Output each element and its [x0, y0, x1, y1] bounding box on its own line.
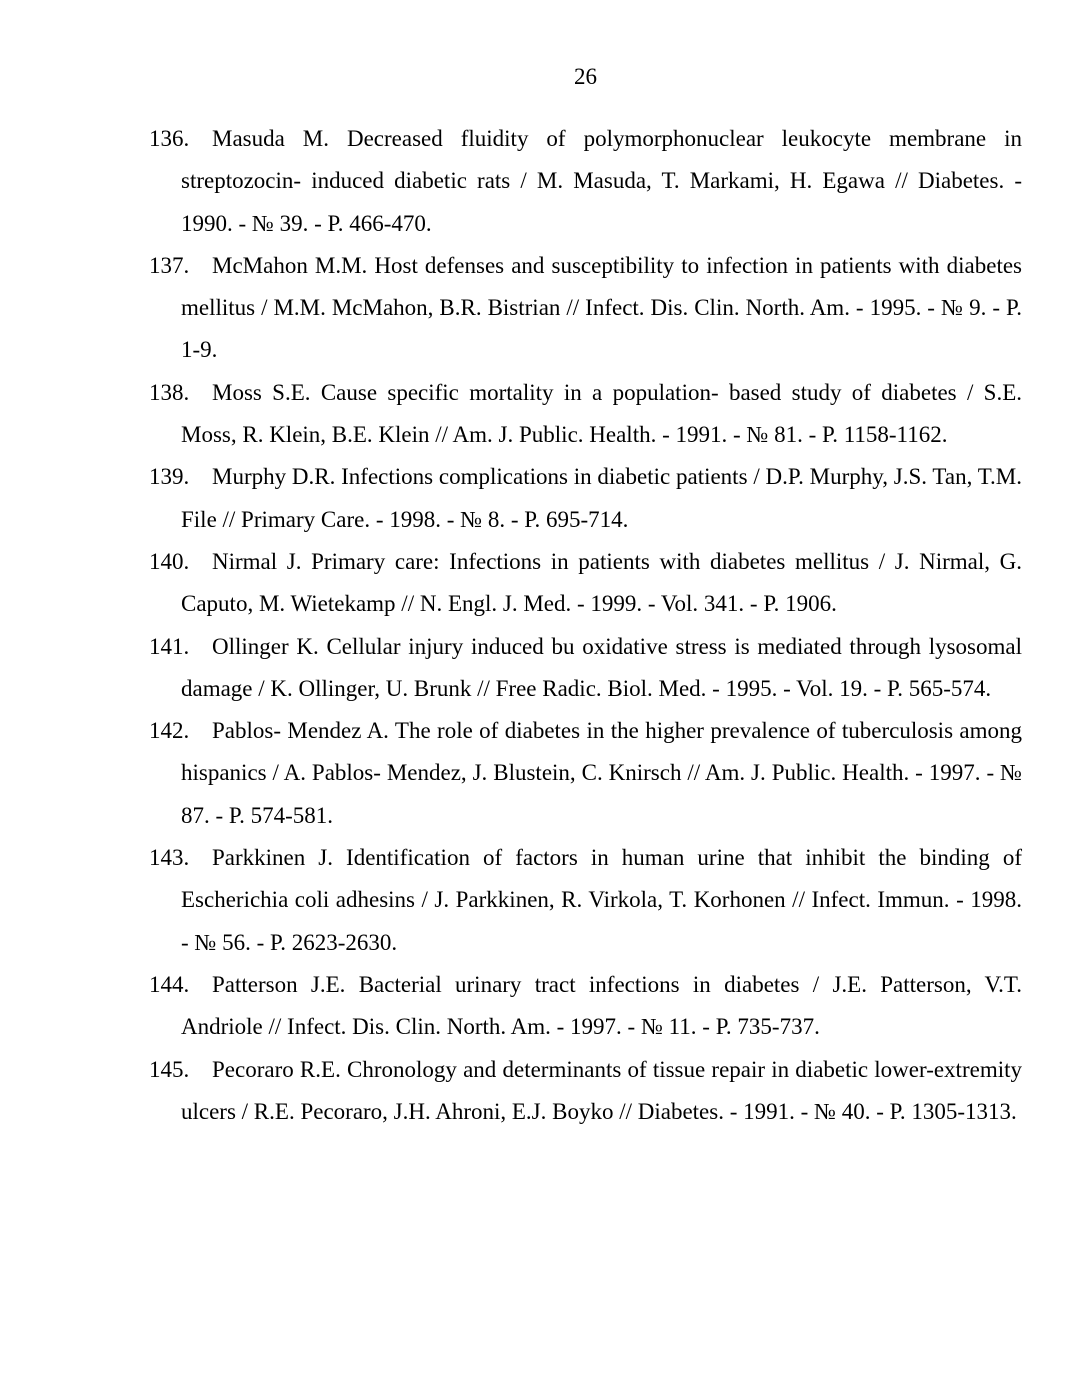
reference-text: Moss S.E. Cause specific mortality in a population- based study of diabetes / S.E. Moss, R. Klein, B.E. Klein // Am. J. Public. Health. - 1991. - № 81. - P. 1158-1162.	[181, 379, 1022, 448]
reference-item	[149, 372, 1022, 457]
reference-item	[149, 541, 1022, 626]
reference-item	[149, 710, 1022, 837]
reference-item	[149, 837, 1022, 964]
reference-number: 139.	[149, 464, 190, 490]
reference-number: 142.	[149, 718, 190, 744]
reference-text: Masuda M. Decreased fluidity of polymorphonuclear leukocyte membrane in streptozocin- induced diabetic rats / M. Masuda, T. Markami, H. Egawa // Diabetes. - 1990. - № 39. - P. 466-470.	[181, 126, 1022, 236]
reference-text: Patterson J.E. Bacterial urinary tract infections in diabetes / J.E. Patterson, V.T. Andriole // Infect. Dis. Clin. North. Am. - 1997. - № 11. - P. 735-737.	[181, 971, 1022, 1040]
reference-number: 145.	[149, 1056, 190, 1082]
reference-item	[149, 964, 1022, 1049]
reference-number: 141.	[149, 633, 190, 659]
reference-number: 140.	[149, 548, 190, 574]
reference-list	[149, 118, 1022, 1133]
reference-item	[149, 1049, 1022, 1134]
reference-number: 144.	[149, 971, 190, 997]
reference-text: Pecoraro R.E. Chronology and determinants of tissue repair in diabetic lower-extremity ulcers / R.E. Pecoraro, J.H. Ahroni, E.J. Boyko // Diabetes. - 1991. - № 40. - P. 1305-1313.	[181, 1056, 1022, 1124]
reference-text: McMahon M.M. Host defenses and susceptibility to infection in patients with diabetes mellitus / M.M. McMahon, B.R. Bistrian // Infect. Dis. Clin. North. Am. - 1995. - № 9. - P. 1-9.	[181, 252, 1022, 363]
reference-text: Pablos- Mendez A. The role of diabetes in the higher prevalence of tuberculosis among hispanics / A. Pablos- Mendez, J. Blustein, C. Knirsch // Am. J. Public. Health. - 1997. - № 87. - P. 574-581.	[181, 718, 1022, 828]
reference-number: 136.	[149, 126, 190, 151]
reference-number: 143.	[149, 845, 190, 871]
reference-text: Murphy D.R. Infections complications in diabetic patients / D.P. Murphy, J.S. Tan, T.M. File // Primary Care. - 1998. - № 8. - P. 695-714.	[181, 464, 1022, 532]
reference-item	[149, 118, 1022, 245]
reference-text: Nirmal J. Primary care: Infections in patients with diabetes mellitus / J. Nirmal, G. Caputo, M. Wietekamp // N. Engl. J. Med. - 1999. - Vol. 341. - P. 1906.	[181, 548, 1022, 617]
reference-text: Parkkinen J. Identification of factors in human urine that inhibit the binding of Escherichia coli adhesins / J. Parkkinen, R. Virkola, T. Korhonen // Infect. Immun. - 1998. - № 56. - P. 2623-2630.	[181, 845, 1022, 955]
reference-item	[149, 245, 1022, 372]
reference-item	[149, 626, 1022, 711]
reference-number: 138.	[149, 379, 190, 405]
reference-text: Ollinger K. Cellular injury induced bu oxidative stress is mediated through lysosomal damage / K. Ollinger, U. Brunk // Free Radic. Biol. Med. - 1995. - Vol. 19. - P. 565-574.	[181, 633, 1022, 701]
reference-number: 137.	[149, 252, 190, 278]
reference-item	[149, 456, 1022, 541]
page-number: 26	[574, 64, 597, 89]
